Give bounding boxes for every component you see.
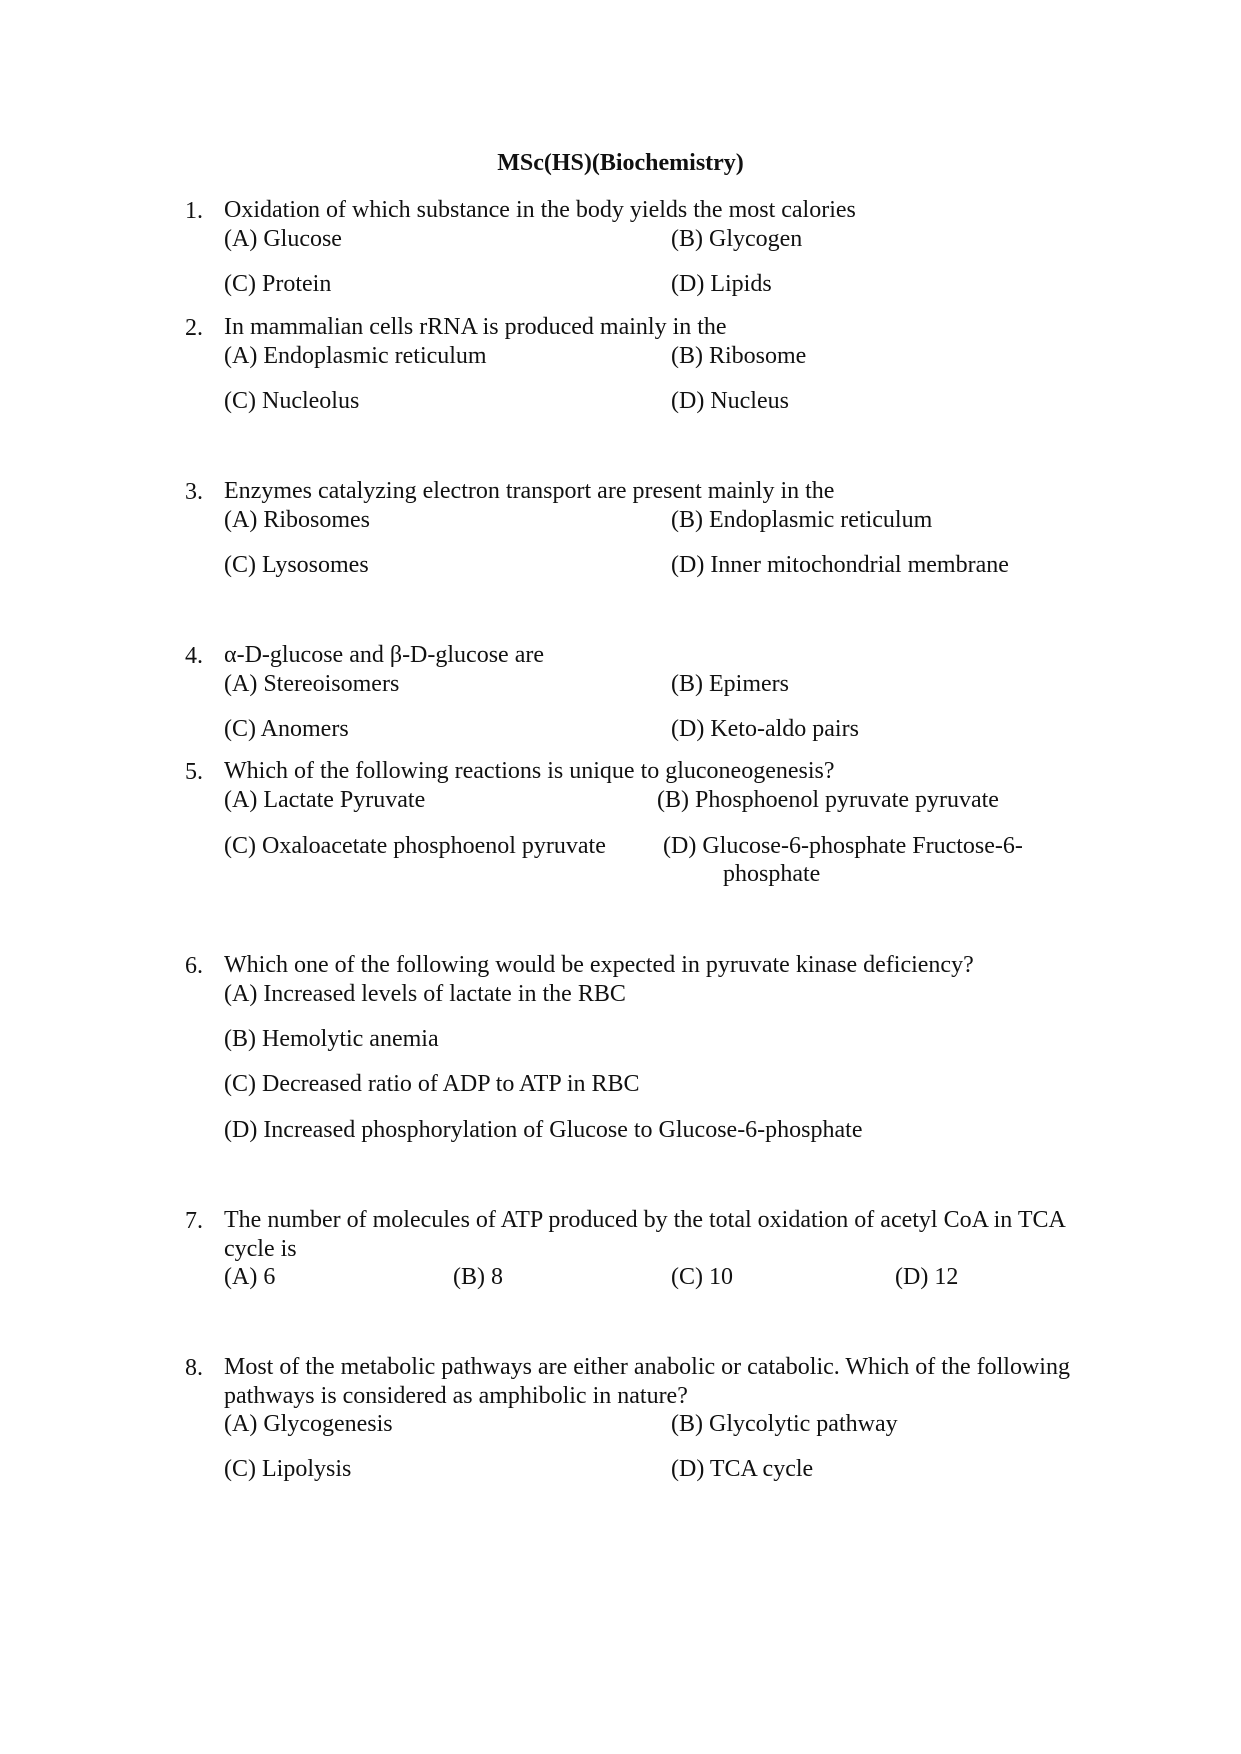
- question-text: In mammalian cells rRNA is produced mainly in the: [224, 314, 727, 340]
- option-c: (C) 10: [671, 1264, 733, 1290]
- question-number: 2.: [185, 315, 203, 341]
- question-number: 1.: [185, 198, 203, 224]
- option-c: (C) Nucleolus: [224, 388, 360, 414]
- option-b: (B) 8: [453, 1264, 503, 1290]
- option-a: (A) 6: [224, 1264, 276, 1290]
- option-a: (A) Glucose: [224, 226, 342, 252]
- option-d: (D) Nucleus: [671, 388, 789, 414]
- question-text: Which of the following reactions is unique to gluconeogenesis?: [224, 758, 835, 784]
- question-number: 6.: [185, 953, 203, 979]
- option-a: (A) Glycogenesis: [224, 1411, 393, 1437]
- option-b: (B) Endoplasmic reticulum: [671, 507, 933, 533]
- question-text: Which one of the following would be expected in pyruvate kinase deficiency?: [224, 952, 974, 978]
- option-c: (C) Protein: [224, 271, 332, 297]
- option-a: (A) Ribosomes: [224, 507, 370, 533]
- option-d: (D) Glucose-6-phosphate Fructose-6-: [663, 833, 1023, 859]
- option-d: (D) Inner mitochondrial membrane: [671, 552, 1009, 578]
- option-a: (A) Increased levels of lactate in the RBC: [224, 981, 626, 1007]
- question-number: 5.: [185, 759, 203, 785]
- option-d: (D) Increased phosphorylation of Glucose to Glucose-6-phosphate: [224, 1117, 863, 1143]
- question-text: The number of molecules of ATP produced by the total oxidation of acetyl CoA in TCA cycle is: [224, 1207, 1065, 1262]
- option-b: (B) Glycolytic pathway: [671, 1411, 898, 1437]
- question-number: 8.: [185, 1355, 203, 1381]
- question-text: Most of the metabolic pathways are either anabolic or catabolic. Which of the following pathways is considered as amphibolic in nature?: [224, 1354, 1070, 1409]
- option-d: (D) Keto-aldo pairs: [671, 716, 859, 742]
- question-number: 7.: [185, 1208, 203, 1234]
- option-c: (C) Oxaloacetate phosphoenol pyruvate: [224, 833, 606, 859]
- question-text: α-D-glucose and β-D-glucose are: [224, 642, 544, 668]
- page-title: MSc(HS)(Biochemistry): [497, 150, 744, 176]
- question-text: Enzymes catalyzing electron transport are present mainly in the: [224, 478, 835, 504]
- option-b: (B) Phosphoenol pyruvate pyruvate: [657, 787, 999, 813]
- option-c: (C) Decreased ratio of ADP to ATP in RBC: [224, 1071, 640, 1097]
- option-d: (D) TCA cycle: [671, 1456, 814, 1482]
- question-text: Oxidation of which substance in the body yields the most calories: [224, 197, 856, 223]
- option-d: (D) 12: [895, 1264, 959, 1290]
- option-b: (B) Hemolytic anemia: [224, 1026, 439, 1052]
- option-c: (C) Anomers: [224, 716, 349, 742]
- option-a: (A) Stereoisomers: [224, 671, 400, 697]
- option-d-continuation: phosphate: [723, 861, 821, 887]
- option-c: (C) Lipolysis: [224, 1456, 352, 1482]
- option-a: (A) Endoplasmic reticulum: [224, 343, 487, 369]
- option-c: (C) Lysosomes: [224, 552, 369, 578]
- question-number: 3.: [185, 479, 203, 505]
- option-a: (A) Lactate Pyruvate: [224, 787, 426, 813]
- option-d: (D) Lipids: [671, 271, 772, 297]
- option-b: (B) Epimers: [671, 671, 789, 697]
- question-number: 4.: [185, 643, 203, 669]
- option-b: (B) Ribosome: [671, 343, 807, 369]
- option-b: (B) Glycogen: [671, 226, 803, 252]
